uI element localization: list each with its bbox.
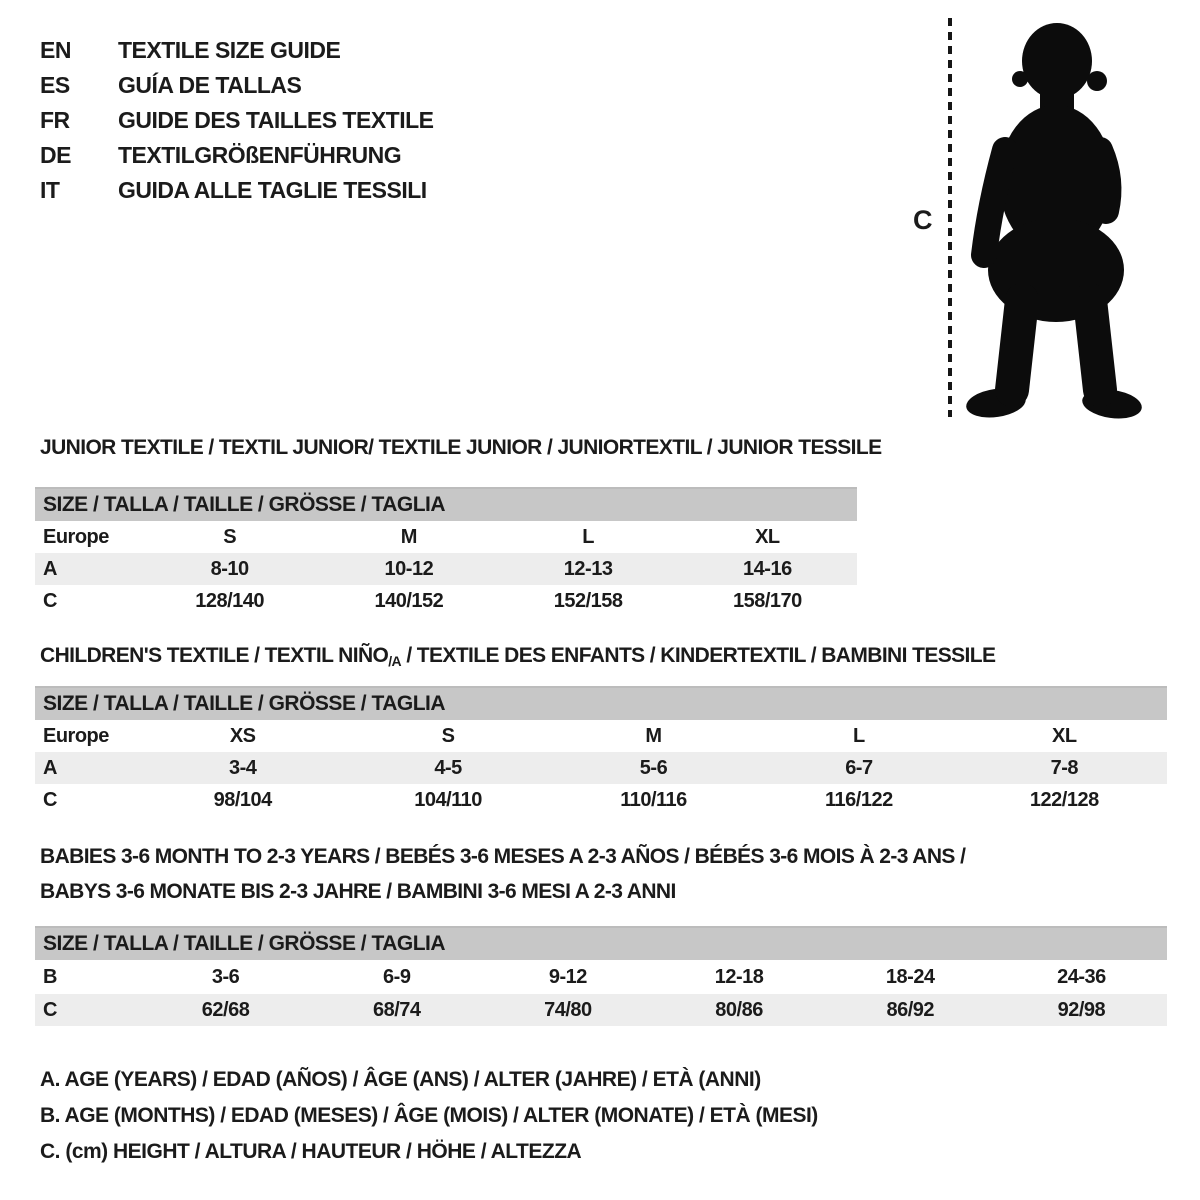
children-row-height [35, 784, 1167, 816]
height-cell: 74/80 [544, 998, 592, 1021]
size-cell: L [853, 724, 865, 747]
language-code: FR [40, 107, 70, 133]
language-title: TEXTILE SIZE GUIDE [118, 37, 341, 63]
size-cell: M [400, 525, 417, 548]
age-cell: 12-18 [714, 965, 764, 988]
legend-line-b: B. AGE (MONTHS) / EDAD (MESES) / ÂGE (MOIS) / ALTER (MONATE) / ETÀ (MESI) [40, 1104, 818, 1127]
height-cell: 86/92 [886, 998, 935, 1021]
height-cell: 128/140 [195, 589, 265, 612]
size-cell: L [582, 525, 594, 548]
height-cell: 68/74 [372, 998, 421, 1021]
row-label: A [43, 557, 57, 580]
age-cell: 4-5 [434, 756, 462, 779]
language-title: GUÍA DE TALLAS [118, 72, 302, 98]
row-label: C [43, 589, 57, 612]
junior-section-title: JUNIOR TEXTILE / TEXTIL JUNIOR/ TEXTILE JUNIOR / JUNIORTEXTIL / JUNIOR TESSILE [40, 436, 882, 459]
language-row [40, 68, 434, 103]
language-title: GUIDA ALLE TAGLIE TESSILI [118, 177, 427, 203]
age-cell: 5-6 [639, 756, 668, 779]
height-cell: 80/86 [715, 998, 763, 1021]
legend-line-c: C. (cm) HEIGHT / ALTURA / HAUTEUR / HÖHE / ALTEZZA [40, 1140, 582, 1163]
children-size-table [35, 686, 1167, 816]
age-cell: 24-36 [1057, 965, 1106, 988]
row-label: A [43, 756, 57, 779]
height-cell: 110/116 [620, 788, 687, 811]
age-cell: 8-10 [210, 557, 249, 580]
age-cell: 12-13 [563, 557, 613, 580]
babies-size-table [35, 926, 1167, 1026]
legend [40, 1062, 818, 1170]
height-cell: 98/104 [213, 788, 272, 811]
children-row-age [35, 752, 1167, 784]
language-row [40, 138, 434, 173]
junior-row-europe [35, 521, 857, 553]
language-row [40, 33, 434, 68]
age-cell: 6-9 [383, 965, 411, 988]
height-cell: 104/110 [414, 788, 482, 811]
row-label: Europe [43, 525, 109, 548]
height-cell: 122/128 [1029, 788, 1099, 811]
junior-row-age [35, 553, 857, 585]
children-title-rest: / TEXTILE DES ENFANTS / KINDERTEXTIL / BAMBINI TESSILE [401, 644, 996, 667]
children-row-europe [35, 720, 1167, 752]
size-cell: S [441, 724, 455, 747]
language-row [40, 173, 434, 208]
age-cell: 18-24 [885, 965, 935, 988]
language-row [40, 103, 434, 138]
row-label: Europe [43, 724, 109, 747]
language-title: TEXTILGRÖßENFÜHRUNG [118, 142, 402, 168]
height-cell: 152/158 [553, 589, 623, 612]
language-header [40, 33, 434, 208]
language-code: DE [40, 142, 71, 168]
language-title: GUIDE DES TAILLES TEXTILE [118, 107, 434, 133]
babies-row-height [35, 994, 1167, 1026]
height-cell: 116/122 [825, 788, 893, 811]
language-code: ES [40, 72, 70, 98]
children-title-main: CHILDREN'S TEXTILE / TEXTIL NIÑO [40, 644, 389, 667]
size-cell: XL [755, 525, 780, 548]
babies-row-months [35, 960, 1167, 994]
height-measure-line [948, 18, 952, 417]
junior-size-table [35, 487, 857, 617]
size-cell: M [645, 724, 662, 747]
children-section-title [40, 644, 995, 669]
age-cell: 3-6 [211, 965, 240, 988]
age-cell: 6-7 [845, 756, 873, 779]
height-measure-label: C [913, 205, 933, 235]
children-table-header-bar: SIZE / TALLA / TAILLE / GRÖSSE / TAGLIA [35, 686, 1167, 720]
height-cell: 92/98 [1057, 998, 1106, 1021]
height-cell: 62/68 [201, 998, 250, 1021]
children-title-sub: /A [388, 653, 402, 669]
age-cell: 7-8 [1050, 756, 1078, 779]
junior-table-header-bar: SIZE / TALLA / TAILLE / GRÖSSE / TAGLIA [35, 487, 857, 521]
age-cell: 9-12 [548, 965, 587, 988]
age-cell: 14-16 [743, 557, 792, 580]
language-code: EN [40, 37, 71, 63]
age-cell: 3-4 [228, 756, 257, 779]
size-cell: S [223, 525, 237, 548]
row-label: B [43, 965, 57, 988]
row-label: C [43, 788, 57, 811]
junior-row-height [35, 585, 857, 617]
age-cell: 10-12 [384, 557, 434, 580]
height-cell: 140/152 [374, 589, 444, 612]
size-cell: XS [229, 724, 256, 747]
language-code: IT [40, 177, 60, 203]
babies-table-header-bar: SIZE / TALLA / TAILLE / GRÖSSE / TAGLIA [35, 926, 1167, 960]
height-cell: 158/170 [732, 589, 802, 612]
babies-section-title-line2: BABYS 3-6 MONATE BIS 2-3 JAHRE / BAMBINI 3-6 MESI A 2-3 ANNI [40, 880, 676, 903]
row-label: C [43, 998, 57, 1021]
legend-line-a: A. AGE (YEARS) / EDAD (AÑOS) / ÂGE (ANS) / ALTER (JAHRE) / ETÀ (ANNI) [40, 1068, 761, 1091]
babies-section-title-line1: BABIES 3-6 MONTH TO 2-3 YEARS / BEBÉS 3-6 MESES A 2-3 AÑOS / BÉBÉS 3-6 MOIS À 2-3 ANS / [40, 845, 966, 868]
size-cell: XL [1052, 724, 1077, 747]
toddler-silhouette-icon [960, 15, 1160, 420]
